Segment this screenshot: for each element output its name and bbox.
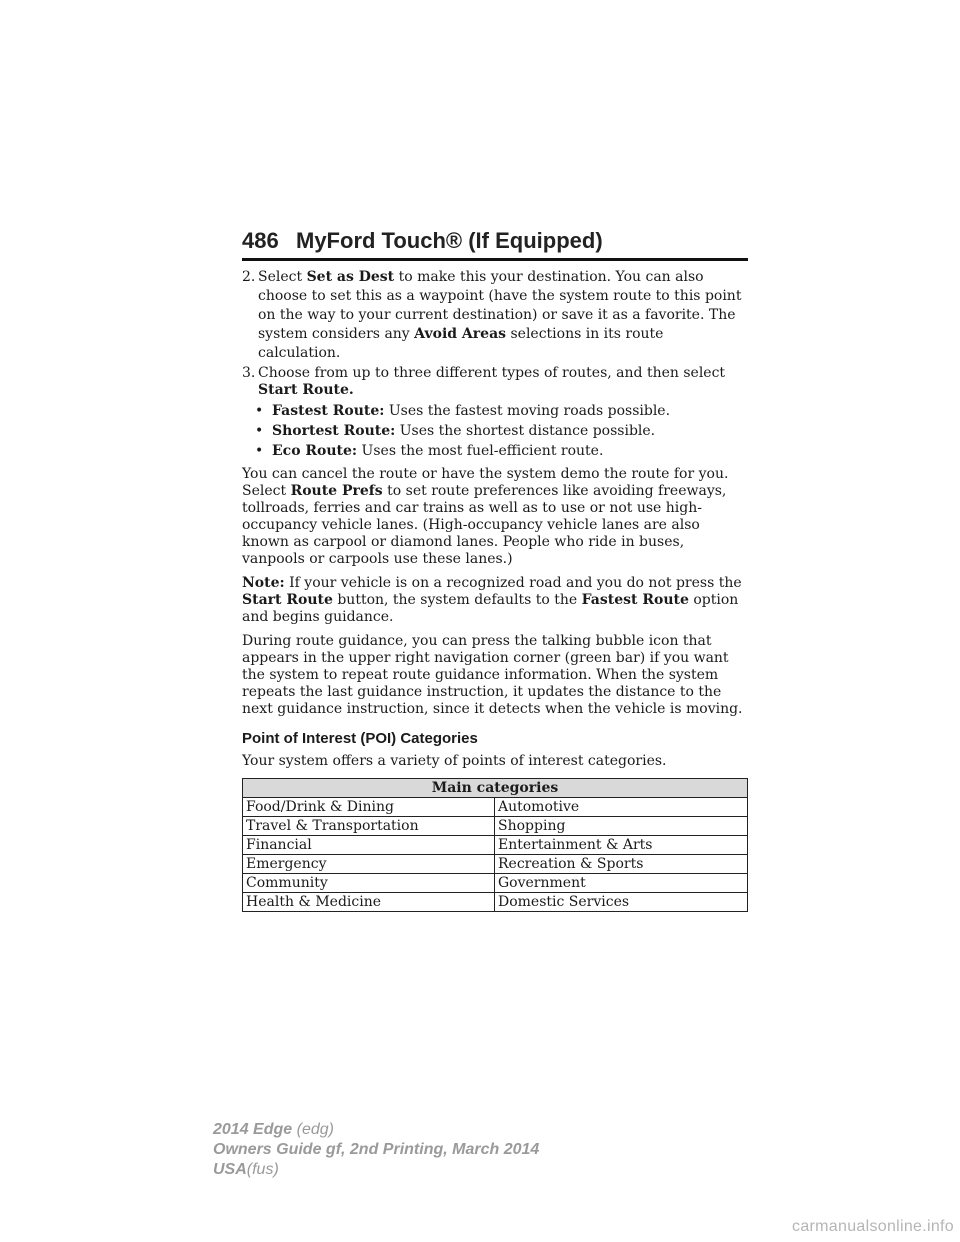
step-2-text-c: selections in its route calculation. (258, 326, 664, 361)
footer-market-code: (fus) (246, 1161, 279, 1178)
bullet-glyph: • (255, 443, 264, 459)
page-number: 486 (242, 228, 279, 253)
table-header: Main categories (243, 779, 748, 798)
route-prefs-label: Route Prefs (290, 483, 383, 499)
fastest-route-label: Fastest Route (581, 592, 689, 608)
table-cell: Food/Drink & Dining (243, 798, 495, 817)
start-route-label: Start Route. (258, 382, 354, 398)
bullet-text: Uses the shortest distance possible. (395, 423, 656, 439)
table-cell: Entertainment & Arts (495, 836, 748, 855)
route-type-list (255, 403, 748, 460)
list-item (255, 403, 748, 420)
table-cell: Travel & Transportation (243, 817, 495, 836)
table-row (243, 836, 748, 855)
guidance-paragraph: During route guidance, you can press the talking bubble icon that appears in the upper right navigation corner (green bar) if you want the system to repeat route guidance information. When the system repeats the last guidance instruction, it updates the distance to the next guidance instruction, since it detects when the vehicle is moving. (242, 633, 743, 717)
table-cell: Emergency (243, 855, 495, 874)
cancel-text-a: You can cancel the route or have the system demo the route for you. Select (242, 466, 729, 499)
step-2 (242, 268, 748, 363)
table-cell: Recreation & Sports (495, 855, 748, 874)
note-label: Note: (242, 575, 285, 591)
table-cell: Automotive (495, 798, 748, 817)
bullet-label: Fastest Route: (272, 403, 385, 419)
cancel-text-b: to set route preferences like avoiding freeways, tollroads, ferries and car trains as well as to use or not use high-occupancy vehicle lanes. (High-occupancy vehicle lanes are also known as carpool or diamond lanes. People who ride in buses, vanpools or carpools use these lanes.) (242, 483, 727, 567)
start-route-label: Start Route (242, 592, 333, 608)
footer-model: 2014 Edge (213, 1121, 293, 1138)
step-2-text-b: to make this your destination. You can also choose to set this as a waypoint (have the system route to this point on the way to your current destination) or save it as a favorite. The system considers any (258, 269, 742, 342)
footer-market: USA (213, 1161, 247, 1178)
table-row (243, 874, 748, 893)
bullet-text: Uses the fastest moving roads possible. (384, 403, 671, 419)
bullet-label: Shortest Route: (272, 423, 396, 439)
step-3-number: 3. (242, 365, 256, 381)
set-as-dest-label: Set as Dest (306, 269, 395, 285)
watermark: carmanualsonline.info (792, 1218, 954, 1235)
page-header (242, 228, 748, 254)
table-cell: Health & Medicine (243, 893, 495, 912)
document-footer (213, 1120, 539, 1180)
bullet-text: Uses the most fuel-efficient route. (357, 443, 604, 459)
header-rule (242, 258, 748, 261)
step-3-text: Choose from up to three different types of routes, and then select (258, 365, 726, 381)
bullet-glyph: • (255, 423, 264, 439)
footer-line-2: Owners Guide gf, 2nd Printing, March 2014 (213, 1141, 540, 1158)
note-text-c: option and begins guidance. (242, 592, 739, 625)
table-cell: Government (495, 874, 748, 893)
note-text-a: If your vehicle is on a recognized road and you do not press the (284, 575, 742, 591)
poi-categories-table (242, 778, 748, 912)
table-row (243, 798, 748, 817)
note-text-b: button, the system defaults to the (332, 592, 582, 608)
footer-line-3 (213, 1160, 539, 1180)
step-2-number: 2. (242, 269, 256, 285)
table-cell: Domestic Services (495, 893, 748, 912)
section-intro: Your system offers a variety of points of interest categories. (242, 753, 667, 769)
table-row (243, 817, 748, 836)
footer-model-code: (edg) (296, 1121, 334, 1138)
step-3 (242, 365, 748, 399)
table-cell: Financial (243, 836, 495, 855)
list-item (255, 423, 748, 440)
avoid-areas-label: Avoid Areas (414, 326, 507, 342)
note-paragraph (242, 575, 748, 626)
table-row (243, 893, 748, 912)
bullet-label: Eco Route: (272, 443, 358, 459)
footer-line-1 (213, 1120, 539, 1140)
table-cell: Community (243, 874, 495, 893)
table-cell: Shopping (495, 817, 748, 836)
step-2-text-a: Select (258, 269, 307, 285)
chapter-title: MyFord Touch® (If Equipped) (296, 228, 603, 253)
bullet-glyph: • (255, 403, 264, 419)
list-item (255, 443, 748, 460)
cancel-route-paragraph (242, 466, 748, 568)
table-row (243, 855, 748, 874)
section-title: Point of Interest (POI) Categories (242, 730, 478, 747)
page-body (242, 268, 748, 912)
